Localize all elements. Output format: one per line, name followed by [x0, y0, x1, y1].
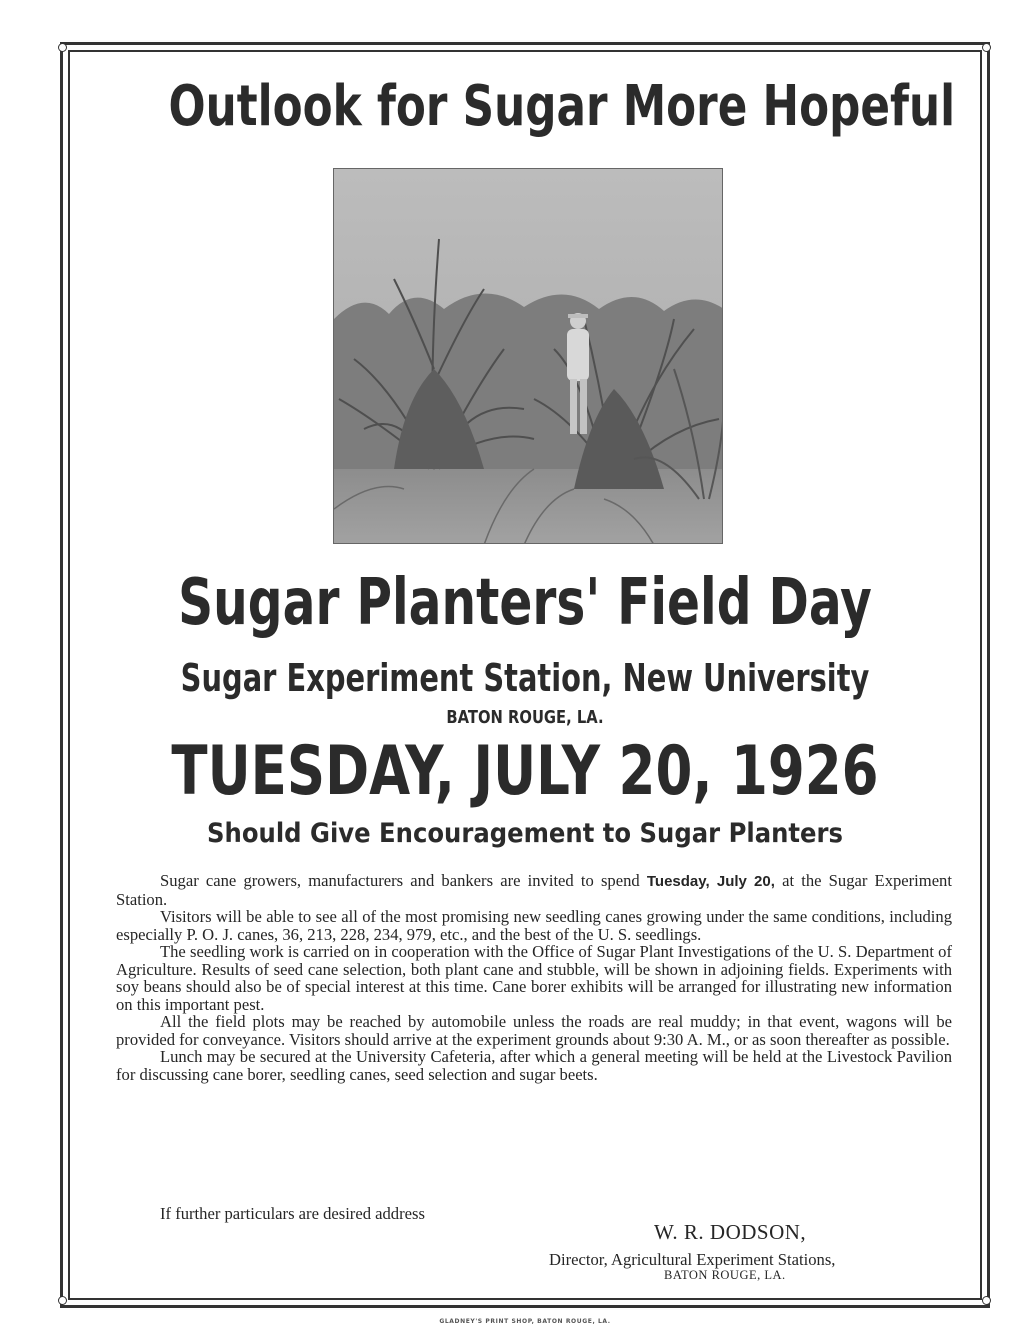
paragraph: The seedling work is carried on in cooperation with the Office of Sugar Plant Investigations of the U. S. Department of Agriculture. Results of seed cane selection, both plant cane and stubble, will be shown in adjoining fields. Experiments with soy beans should also be of special interest at this time. Cane borer exhibits will be arranged for illustrating new information on this important pest.	[116, 942, 952, 1014]
signature-place: BATON ROUGE, LA.	[664, 1268, 786, 1282]
paragraph: Lunch may be secured at the University Cafeteria, after which a general meeting will be held at the Livestock Pavilion for discussing cane borer, seedling canes, seed selection and sugar beets.	[116, 1047, 952, 1084]
paragraph: Visitors will be able to see all of the most promising new seedling canes growing under the same conditions, including especially P. O. J. canes, 36, 213, 228, 234, 979, etc., and the best of the U. S. seedlings.	[116, 907, 952, 944]
headline: Outlook for Sugar More Hopeful	[168, 74, 956, 139]
paragraph: All the field plots may be reached by automobile unless the roads are real muddy; in that event, wagons will be provided for conveyance. Visitors should arrive at the experiment grounds about 9:30 A. M., or as soon thereafter as possible.	[116, 1012, 952, 1049]
printer-credit: GLADNEY'S PRINT SHOP, BATON ROUGE, LA.	[439, 1318, 611, 1325]
event-title: Sugar Planters' Field Day	[178, 566, 872, 640]
corner-ornament-icon	[58, 1296, 67, 1305]
event-date: TUESDAY, JULY 20, 1926	[171, 732, 879, 811]
corner-ornament-icon	[982, 43, 991, 52]
signature-title: Director, Agricultural Experiment Stations,	[549, 1250, 836, 1269]
corner-ornament-icon	[982, 1296, 991, 1305]
body-text	[116, 872, 952, 1083]
closing-line: If further particulars are desired address	[160, 1204, 425, 1223]
sugar-cane-photo	[333, 168, 723, 544]
location-line: BATON ROUGE, LA.	[446, 707, 604, 728]
signature-name: W. R. DODSON,	[654, 1220, 807, 1244]
venue-line: Sugar Experiment Station, New University	[180, 656, 870, 700]
corner-ornament-icon	[58, 43, 67, 52]
subheadline: Should Give Encouragement to Sugar Planters	[207, 818, 843, 849]
paragraph: Sugar cane growers, manufacturers and bankers are invited to spend Tuesday, July 20, at the Sugar Experiment Station.	[116, 871, 952, 909]
